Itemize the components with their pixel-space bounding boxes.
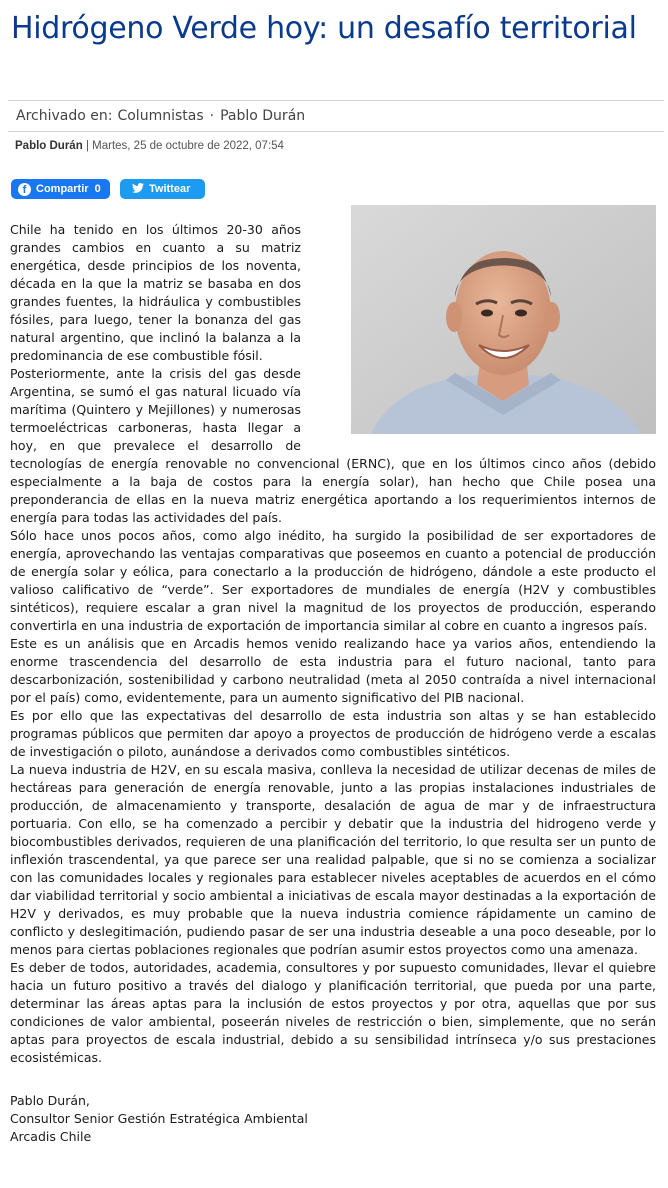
facebook-share-button[interactable] bbox=[11, 179, 110, 199]
facebook-share-label: Compartir bbox=[36, 183, 89, 195]
twitter-share-button[interactable] bbox=[120, 179, 205, 199]
signature-name: Pablo Durán, bbox=[10, 1093, 90, 1108]
signature-role: Consultor Senior Gestión Estratégica Ambiental bbox=[10, 1111, 308, 1126]
article-title: Hidrógeno Verde hoy: un desafío territorial bbox=[11, 11, 637, 46]
signature-company: Arcadis Chile bbox=[10, 1129, 92, 1144]
archived-author-link[interactable]: Pablo Durán bbox=[220, 108, 306, 124]
article-paragraph: La nueva industria de H2V, en su escala masiva, conlleva la necesidad de utilizar decenas de miles de hectáreas para generación de energía renovable, junto a las propias instalaciones industriales de producción, de almacenamiento y transporte, desalación de agua de mar y de infraestructura portuaria. Con ello, se ha comenzado a percibir y debatir que la industria del hidrogeno verde y biocombustibles derivados, requieren de una planificación del territorio, lo que resulta ser un punto de inflexión trascendental, ya que parece ser una realidad palpable, que si no se comienza a socializar con las comunidades locales y regionales para establecer niveles aceptables de acuerdos en el cómo dar viabilidad territorial y socio ambiental a iniciativas de escala mayor destinadas a la exportación de H2V y derivados, es muy probable que la nueva industria comience rápidamente un camino de conflicto y deslegitimación, pudiendo pasar de ser una industria deseable a una poco deseable, por lo menos para ciertas poblaciones regionales que podrían asumir estos proyectos como una amenaza. bbox=[10, 762, 656, 957]
byline bbox=[15, 140, 284, 152]
facebook-icon: f bbox=[18, 183, 31, 196]
twitter-share-label: Twittear bbox=[149, 183, 191, 195]
article-paragraph: Este es un análisis que en Arcadis hemos venido realizando hace ya varios años, entendiendo la enorme trascendencia del desarrollo de esta industria para el futuro nacional, tanto para descarbonización, sostenibilidad y carbono neutralidad (meta al 2050 contraída a nivel internacional por el país) como, evidentemente, para un aumento significativo del PIB nacional. bbox=[10, 636, 656, 705]
byline-separator: | bbox=[85, 140, 89, 152]
article-paragraph: Posteriormente, ante la crisis del gas desde Argentina, se sumó el gas natural licuado vía marítima (Quintero y Mejillones) y numerosas termoeléctricas carboneras, hasta llegar a hoy, en que prevalece el desarrollo de tecnologías de energía renovable no convencional (ERNC), que en los últimos cinco años (debido especialmente a la baja de costos para la energía solar), han hecho que Chile posea una preponderancia de ellas en la nueva matriz energética aportando a los requerimientos internos de energía para todas las actividades del país. bbox=[10, 366, 656, 525]
byline-date: Martes, 25 de octubre de 2022, 07:54 bbox=[92, 140, 284, 152]
article-paragraph: Chile ha tenido en los últimos 20-30 años grandes cambios en cuanto a su matriz energética, desde principios de los noventa, década en la que la matriz se basaba en dos grandes fuentes, la hidráulica y combustibles fósiles, para luego, tener la bonanza del gas natural argentino, que inclinó la balanza a la predominancia de ese combustible fósil. bbox=[10, 222, 301, 363]
article-paragraph: Sólo hace unos pocos años, como algo inédito, ha surgido la posibilidad de ser exportadores de energía, aprovechando las ventajas comparativas que poseemos en cuanto a potencial de producción de energía solar y eólica, para conectarlo a la producción de hidrógeno, dándole a este producto el valioso calificativo de “verde”. Ser exportadores de mundiales de energía (H2V y combustibles sintéticos), requiere escalar a gran nivel la magnitud de los proyectos de producción, esperando convertirla en una industria de exportación de importancia similar al cobre en cuanto a ingresos país. bbox=[10, 528, 656, 633]
article-paragraph: Es deber de todos, autoridades, academia, consultores y por supuesto comunidades, llevar el quiebre hacia un futuro positivo a través del dialogo y planificación territorial, que pueda por una parte, determinar las áreas aptas para la inclusión de estos proyectos y por otra, aquellas que por sus condiciones de valor ambiental, poseerán niveles de restricción o bien, simplemente, que no serán aptas para proyectos de escala industrial, debido a su sensibilidad intrínseca y/o sus prestaciones ecosistémicas. bbox=[10, 960, 656, 1065]
archived-separator: · bbox=[209, 108, 215, 124]
archived-category-link[interactable]: Columnistas bbox=[117, 108, 204, 124]
article-paragraph: Es por ello que las expectativas del desarrollo de esta industria son altas y se han establecido programas públicos que permiten dar apoyo a proyectos de producción de hidrógeno verde a escalas de investigación o piloto, aunándose a derivados como combustibles sintéticos. bbox=[10, 708, 656, 759]
archived-bar bbox=[8, 100, 664, 132]
archived-label: Archivado en: bbox=[16, 108, 113, 124]
facebook-share-count: 0 bbox=[94, 183, 101, 195]
byline-author[interactable]: Pablo Durán bbox=[15, 140, 83, 152]
article-body bbox=[10, 221, 656, 1146]
twitter-bird-icon bbox=[132, 183, 144, 196]
